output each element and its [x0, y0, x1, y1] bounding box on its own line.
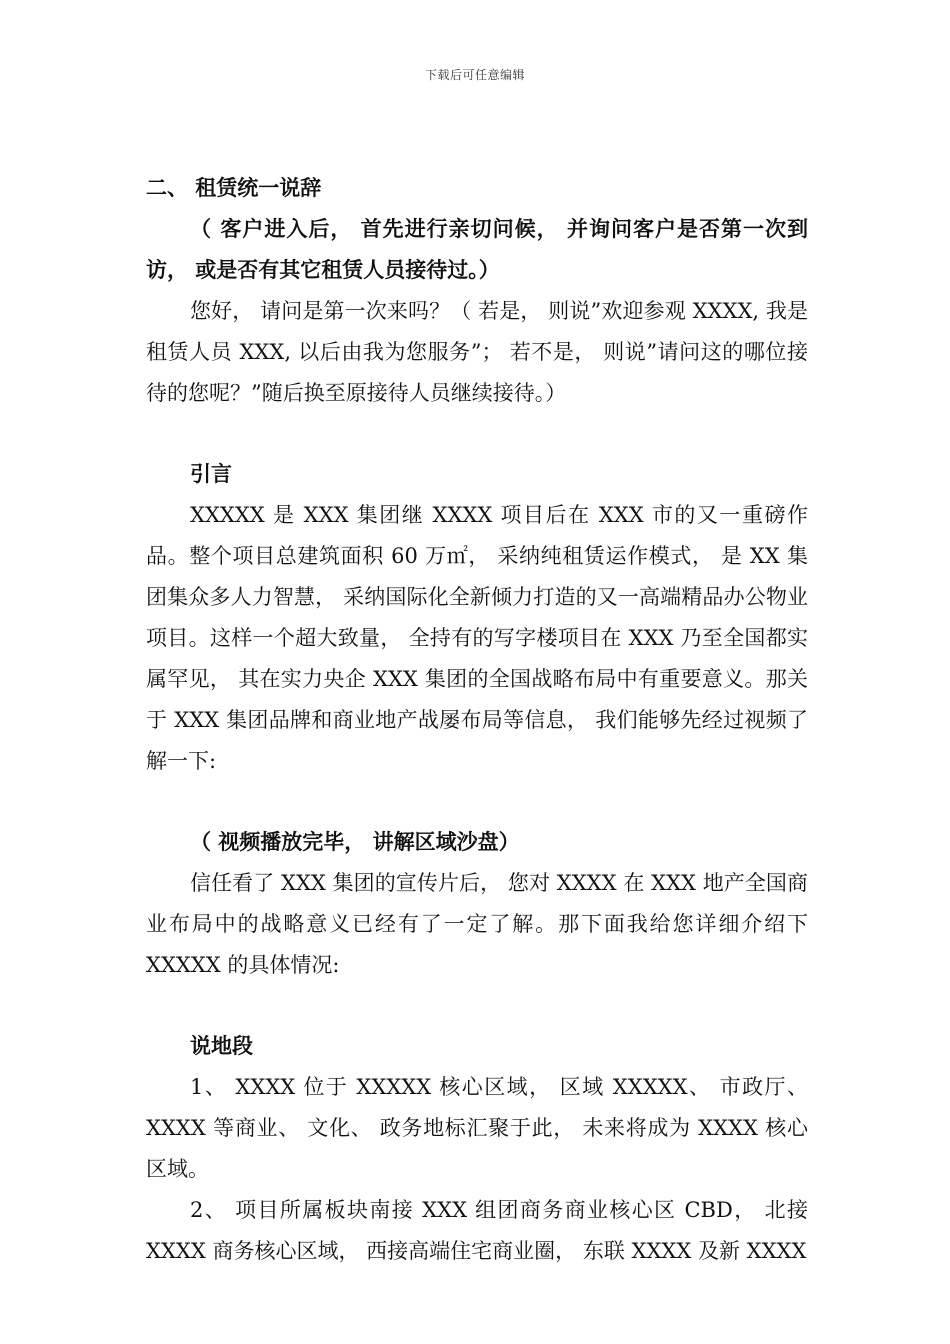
section-title: 二、 租赁统一说辞 — [146, 176, 322, 200]
intro-paragraph: XXXXX 是 XXX 集团继 XXXX 项目后在 XXX 市的又一重磅作品。整个项目总建筑面积 60 万㎡， 采纳纯租赁运作模式， 是 XX 集团集众多人力智慧， 采纳国际化全新倾力打造的又一高端精品办公物业项目。这样一个超大致量， 全持有的写字楼项目在 XXX 乃至全国都实属罕见， 其在实力央企 XXX 集团的全国战略布局中有重要意义。那关于 XXX 集团品牌和商业地产战屡布局等信息， 我们能够先经过视频了解一下: — [146, 503, 808, 773]
spacer — [146, 782, 808, 822]
location-item: 1、 XXXX 位于 XXXXX 核心区域， 区域 XXXXX、 市政厅、 XXXX 等商业、 文化、 政务地标汇聚于此， 未来将成为 XXXX 核心区域。 — [146, 1075, 808, 1181]
instruction-paragraph: （ 客户进入后， 首先进行亲切问候， 并询问客户是否第一次到访， 或是否有其它租赁人员接待过。） — [146, 217, 808, 282]
document-body — [146, 168, 808, 1272]
greeting-paragraph: 您好， 请问是第一次来吗？（ 若是， 则说”欢迎参观 XXXX, 我是租赁人员 XXX, 以后由我为您服务”； 若不是， 则说”请问这的哪位接待的您呢？”随后换至原接待人员继续接待。） — [146, 299, 808, 405]
video-paragraph: 信任看了 XXX 集团的宣传片后， 您对 XXXX 在 XXX 地产全国商业布局中的战略意义已经有了一定了解。那下面我给您详细介绍下 XXXXX 的具体情况: — [146, 871, 808, 977]
location-item: 2、 项目所属板块南接 XXX 组团商务商业核心区 CBD， 北接 XXXX 商务核心区域， 西接高端住宅商业圈， 东联 XXXX 及新 XXXX — [146, 1198, 808, 1263]
video-heading: （ 视频播放完毕， 讲解区域沙盘） — [190, 830, 520, 854]
spacer — [146, 414, 808, 454]
intro-heading: 引言 — [190, 462, 232, 486]
spacer — [146, 986, 808, 1026]
page-header: 下载后可任意编辑 — [424, 68, 525, 82]
location-heading: 说地段 — [190, 1034, 253, 1058]
